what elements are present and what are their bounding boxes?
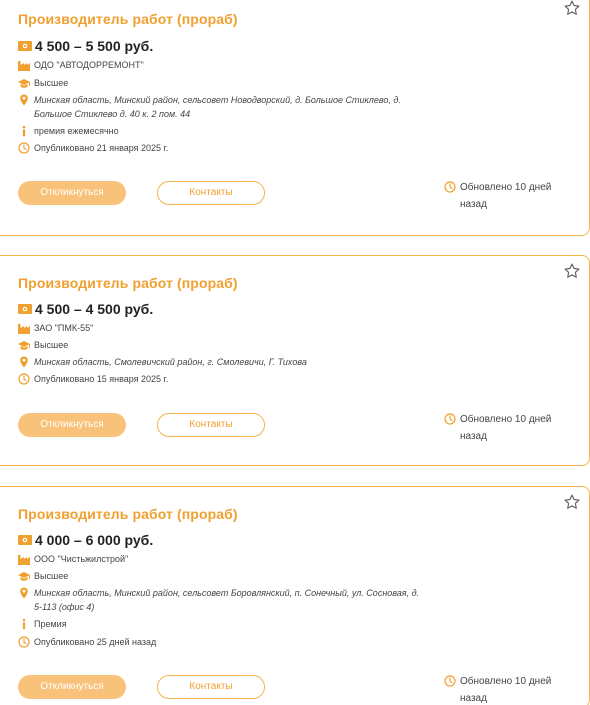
contacts-button[interactable]: Контакты — [157, 675, 265, 699]
updated-text: Обновлено 10 дней назад — [460, 414, 552, 442]
favorite-star-icon[interactable] — [563, 0, 581, 17]
money-icon — [18, 535, 32, 545]
clock-icon — [18, 373, 30, 385]
address-row — [18, 355, 424, 369]
updated-text: Обновлено 10 дней назад — [460, 182, 552, 210]
clock-icon — [18, 636, 30, 648]
published-date: Опубликовано 25 дней назад — [34, 637, 157, 647]
education-level: Высшее — [34, 571, 69, 581]
vacancy-note: премия ежемесячно — [34, 126, 119, 136]
favorite-star-icon[interactable] — [563, 262, 581, 280]
location-pin-icon — [18, 94, 30, 106]
company-row — [18, 321, 424, 335]
vacancy-card — [0, 0, 590, 236]
updated-info — [444, 179, 570, 213]
address: Минская область, Минский район, сельсовет Боровлянский, п. Сонечный, ул. Сосновая, д. 5-113 (офис 4) — [34, 588, 420, 612]
favorite-star-icon[interactable] — [563, 493, 581, 511]
company-row — [18, 552, 424, 566]
updated-text: Обновлено 10 дней назад — [460, 676, 552, 704]
contacts-button[interactable]: Контакты — [157, 181, 265, 205]
money-icon — [18, 304, 32, 314]
address-row — [18, 586, 424, 614]
factory-icon — [18, 553, 30, 565]
salary-value: 4 500 – 4 500 руб. — [35, 301, 154, 317]
factory-icon — [18, 322, 30, 334]
education-level: Высшее — [34, 78, 69, 88]
location-pin-icon — [18, 587, 30, 599]
note-row — [18, 617, 424, 631]
published-row — [18, 635, 424, 649]
clock-icon — [444, 181, 456, 193]
graduation-cap-icon — [18, 77, 30, 89]
published-row — [18, 372, 424, 386]
money-icon — [18, 41, 32, 51]
salary — [18, 301, 153, 317]
education-row — [18, 76, 424, 90]
note-row — [18, 124, 424, 138]
salary-value: 4 500 – 5 500 руб. — [35, 38, 154, 54]
clock-icon — [444, 675, 456, 687]
vacancy-title[interactable]: Производитель работ (прораб) — [18, 506, 238, 522]
vacancy-note: Премия — [34, 619, 67, 629]
salary — [18, 532, 153, 548]
graduation-cap-icon — [18, 570, 30, 582]
address: Минская область, Минский район, сельсовет Новодворский, д. Большое Стиклево, д. Большое Стиклево д. 40 к. 2 пом. 44 — [34, 95, 401, 119]
vacancy-card — [0, 486, 590, 705]
respond-button[interactable]: Откликнуться — [18, 181, 126, 205]
education-row — [18, 338, 424, 352]
respond-button[interactable]: Откликнуться — [18, 413, 126, 437]
address-row — [18, 93, 424, 121]
clock-icon — [444, 413, 456, 425]
salary — [18, 38, 153, 54]
published-row — [18, 141, 424, 155]
company-name[interactable]: ООО "Чистьжилстрой" — [34, 554, 129, 564]
clock-icon — [18, 142, 30, 154]
location-pin-icon — [18, 356, 30, 368]
respond-button[interactable]: Откликнуться — [18, 675, 126, 699]
updated-info — [444, 411, 570, 445]
education-level: Высшее — [34, 340, 69, 350]
contacts-button[interactable]: Контакты — [157, 413, 265, 437]
company-name[interactable]: ОДО "АВТОДОРРЕМОНТ" — [34, 60, 144, 70]
vacancy-card — [0, 255, 590, 466]
factory-icon — [18, 59, 30, 71]
updated-info — [444, 673, 570, 705]
info-icon — [18, 125, 30, 137]
vacancy-title[interactable]: Производитель работ (прораб) — [18, 275, 238, 291]
vacancy-title[interactable]: Производитель работ (прораб) — [18, 11, 238, 27]
graduation-cap-icon — [18, 339, 30, 351]
published-date: Опубликовано 21 января 2025 г. — [34, 143, 169, 153]
salary-value: 4 000 – 6 000 руб. — [35, 532, 154, 548]
address: Минская область, Смолевичский район, г. Смолевичи, Г. Тихова — [34, 357, 307, 367]
education-row — [18, 569, 424, 583]
info-icon — [18, 618, 30, 630]
company-name[interactable]: ЗАО "ПМК-55" — [34, 323, 94, 333]
company-row — [18, 58, 424, 72]
published-date: Опубликовано 15 января 2025 г. — [34, 374, 169, 384]
